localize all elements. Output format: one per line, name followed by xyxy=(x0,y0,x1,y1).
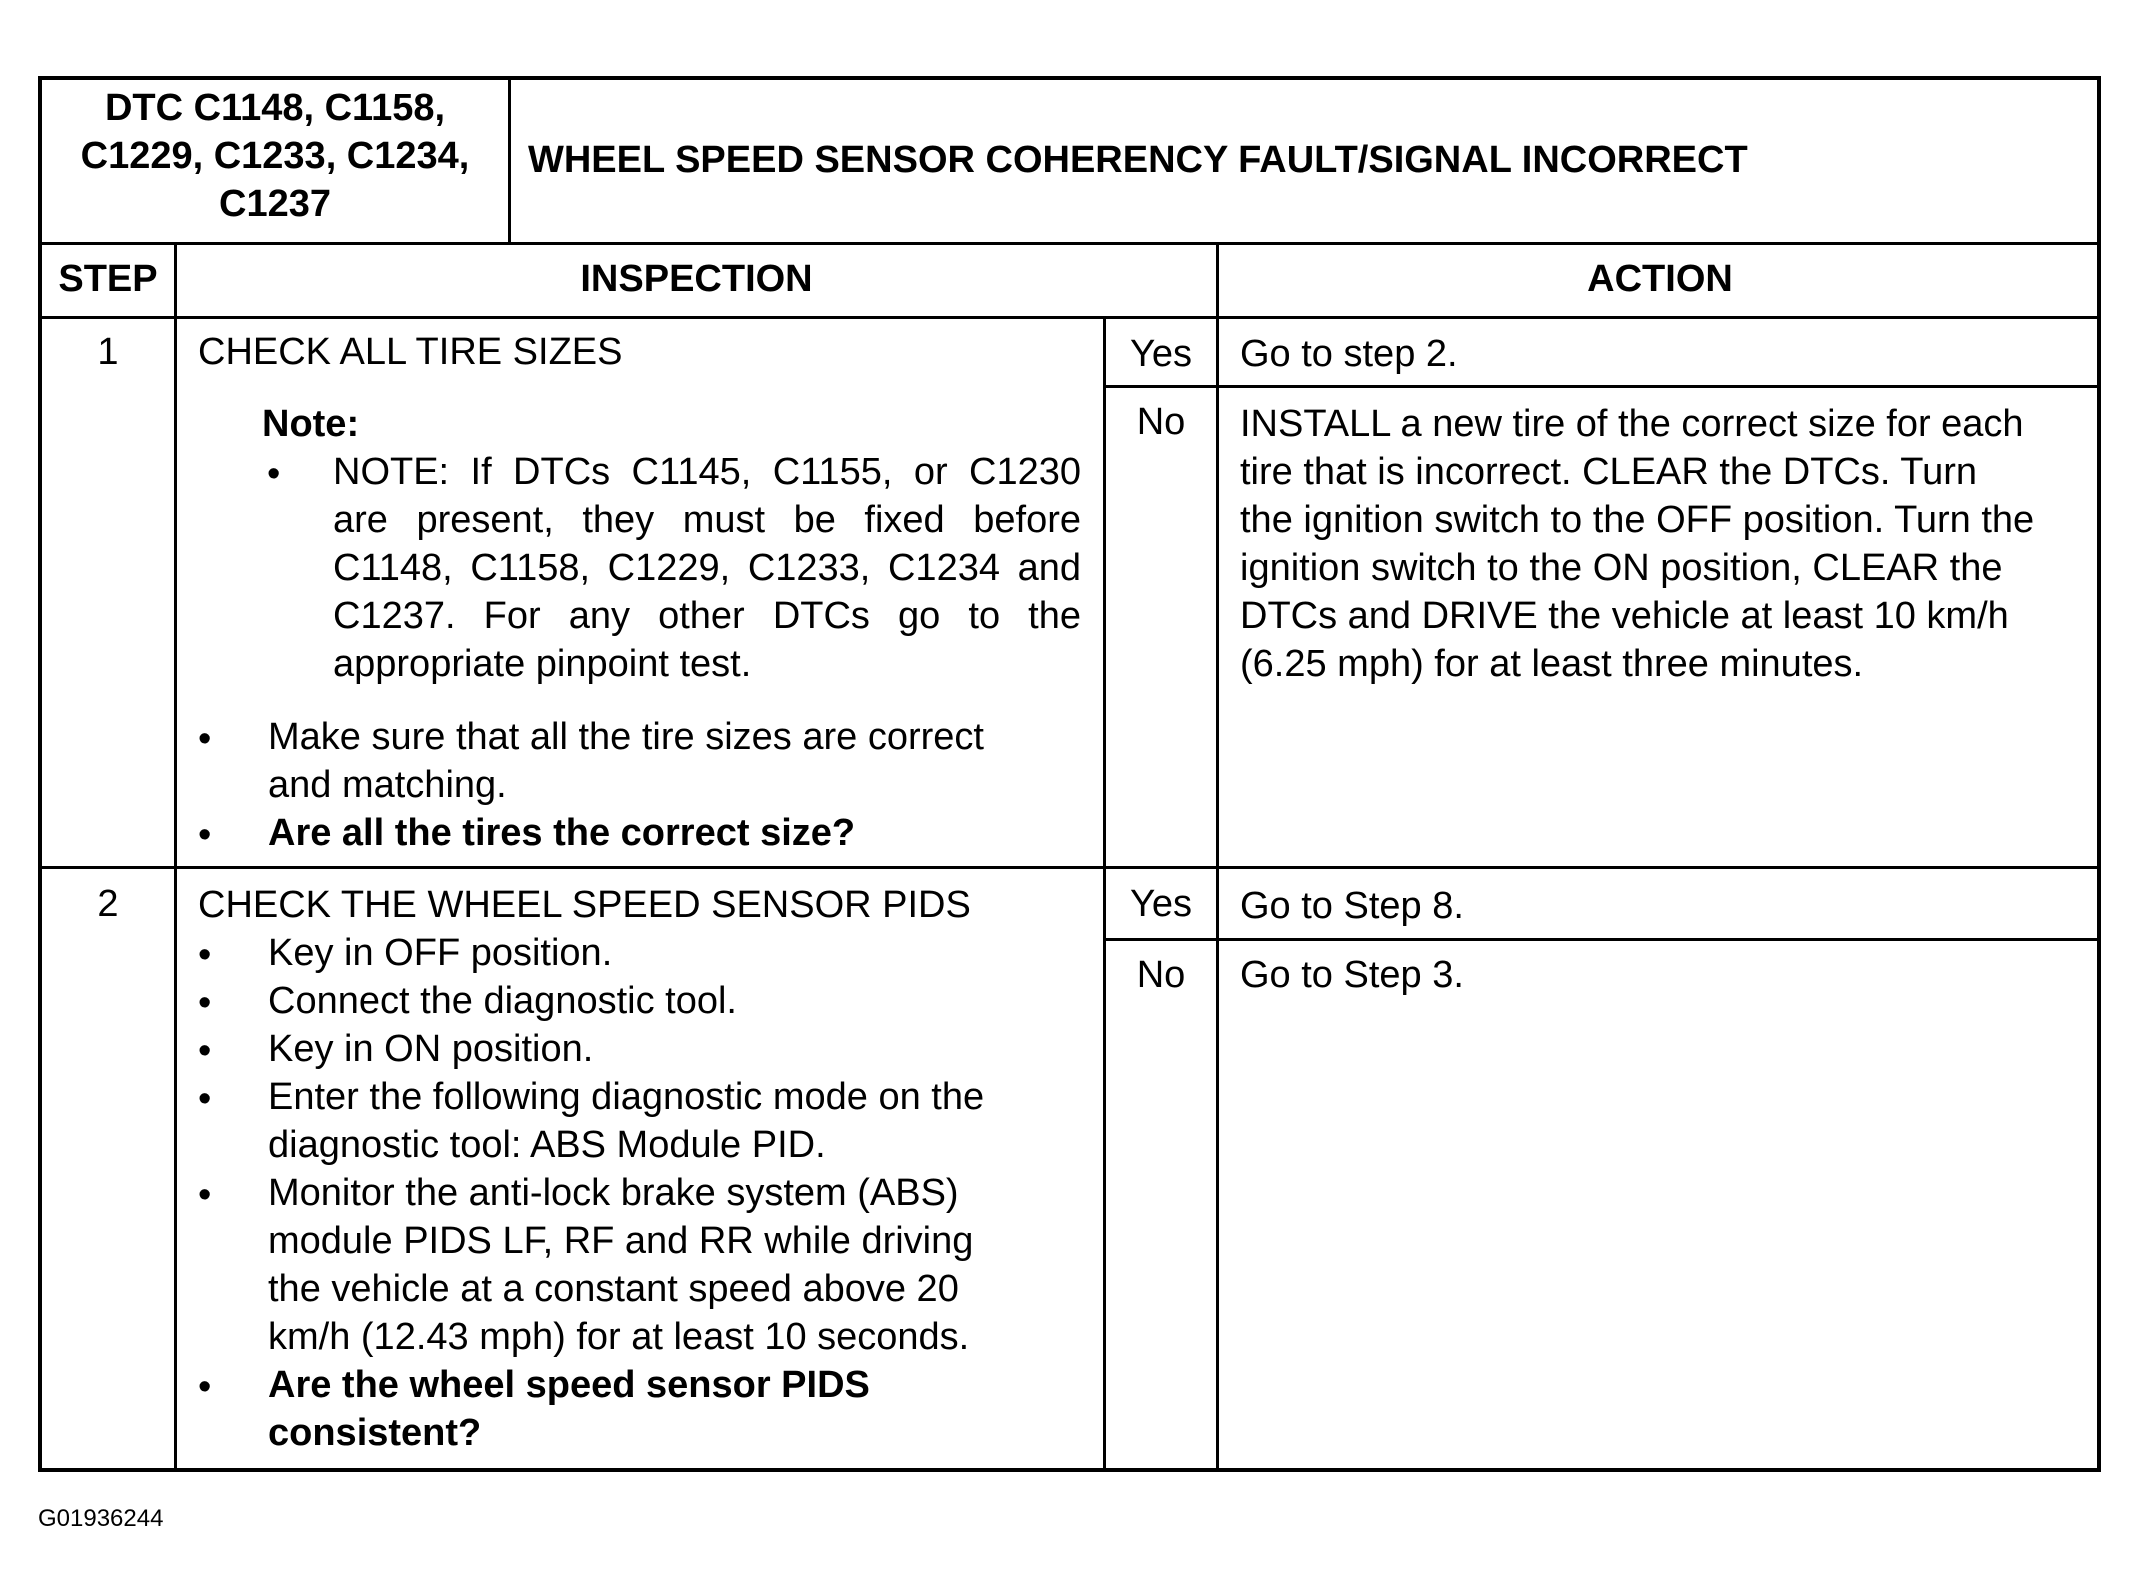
step2-bullet-line: module PIDS LF, RF and RR while driving xyxy=(268,1220,974,1262)
column-header-divider xyxy=(38,316,2101,319)
step1-bullet-line: Make sure that all the tire sizes are correct xyxy=(268,716,984,758)
step1-note-line: C1148, C1158, C1229, C1233, C1234 and xyxy=(333,547,1081,589)
bullet-icon: • xyxy=(198,814,212,856)
bullet-icon: • xyxy=(198,718,212,760)
dtc-codes-line-2: C1229, C1233, C1234, xyxy=(80,135,470,177)
step2-bullet-line: the vehicle at a constant speed above 20 xyxy=(268,1268,959,1310)
figure-code: G01936244 xyxy=(38,1505,164,1532)
action-column-divider xyxy=(1216,242,1219,1472)
step2-bullet-line: Key in OFF position. xyxy=(268,932,613,974)
step2-question-line: Are the wheel speed sensor PIDS xyxy=(268,1364,870,1406)
bullet-icon: • xyxy=(198,1174,212,1216)
step2-question-line: consistent? xyxy=(268,1412,482,1454)
step1-note-line: NOTE: If DTCs C1145, C1155, or C1230 xyxy=(333,451,1081,493)
page-title: WHEEL SPEED SENSOR COHERENCY FAULT/SIGNAL INCORRECT xyxy=(528,139,1748,181)
action-column-header: ACTION xyxy=(1587,258,1733,300)
bullet-icon: • xyxy=(198,934,212,976)
step1-no-action-line: the ignition switch to the OFF position. Turn the xyxy=(1240,499,2035,541)
step1-no-action-line: ignition switch to the ON position, CLEAR the xyxy=(1240,547,2003,589)
inspection-column-header: INSPECTION xyxy=(580,258,813,300)
step1-yes-action: Go to step 2. xyxy=(1240,333,1458,375)
step1-note-line: are present, they must be fixed before xyxy=(333,499,1081,541)
step2-no-action: Go to Step 3. xyxy=(1240,954,1464,996)
dtc-cell-divider xyxy=(508,76,511,244)
step2-no-label: No xyxy=(1136,954,1186,996)
bullet-icon: • xyxy=(267,453,281,495)
step1-no-label: No xyxy=(1136,401,1186,443)
step1-no-action-line: (6.25 mph) for at least three minutes. xyxy=(1240,643,1864,685)
step-column-divider xyxy=(174,242,177,1472)
step1-yes-no-divider xyxy=(1103,385,2101,388)
bullet-icon: • xyxy=(198,982,212,1024)
step-divider xyxy=(38,866,2101,869)
step2-yes-no-divider xyxy=(1103,938,2101,941)
step2-title: CHECK THE WHEEL SPEED SENSOR PIDS xyxy=(198,884,971,926)
step2-bullet-line: Key in ON position. xyxy=(268,1028,594,1070)
step1-question: Are all the tires the correct size? xyxy=(268,812,856,854)
step1-note-line: appropriate pinpoint test. xyxy=(333,643,752,685)
bullet-icon: • xyxy=(198,1366,212,1408)
bullet-icon: • xyxy=(198,1078,212,1120)
dtc-codes-line-3: C1237 xyxy=(219,183,331,225)
step1-note-line: C1237. For any other DTCs go to the xyxy=(333,595,1081,637)
step2-bullet-line: km/h (12.43 mph) for at least 10 seconds. xyxy=(268,1316,970,1358)
step1-bullet-line: and matching. xyxy=(268,764,507,806)
step1-note-label: Note: xyxy=(262,403,360,445)
step2-bullet-line: Enter the following diagnostic mode on the xyxy=(268,1076,985,1118)
step1-title: CHECK ALL TIRE SIZES xyxy=(198,331,623,373)
step2-bullet-line: Connect the diagnostic tool. xyxy=(268,980,737,1022)
bullet-icon: • xyxy=(198,1030,212,1072)
step2-bullet-line: Monitor the anti-lock brake system (ABS) xyxy=(268,1172,959,1214)
step1-no-action-line: tire that is incorrect. CLEAR the DTCs. Turn xyxy=(1240,451,1978,493)
step1-no-action-line: DTCs and DRIVE the vehicle at least 10 km/h xyxy=(1240,595,2009,637)
step1-yes-label: Yes xyxy=(1130,333,1192,375)
step1-number: 1 xyxy=(97,331,119,373)
step2-yes-action: Go to Step 8. xyxy=(1240,885,1464,927)
step2-number: 2 xyxy=(97,883,119,925)
step1-no-action-line: INSTALL a new tire of the correct size for each xyxy=(1240,403,2024,445)
header-divider xyxy=(38,242,2101,245)
step2-bullet-line: diagnostic tool: ABS Module PID. xyxy=(268,1124,826,1166)
dtc-codes-line-1: DTC C1148, C1158, xyxy=(104,87,446,129)
step-column-header: STEP xyxy=(58,258,158,300)
step2-yes-label: Yes xyxy=(1130,883,1192,925)
